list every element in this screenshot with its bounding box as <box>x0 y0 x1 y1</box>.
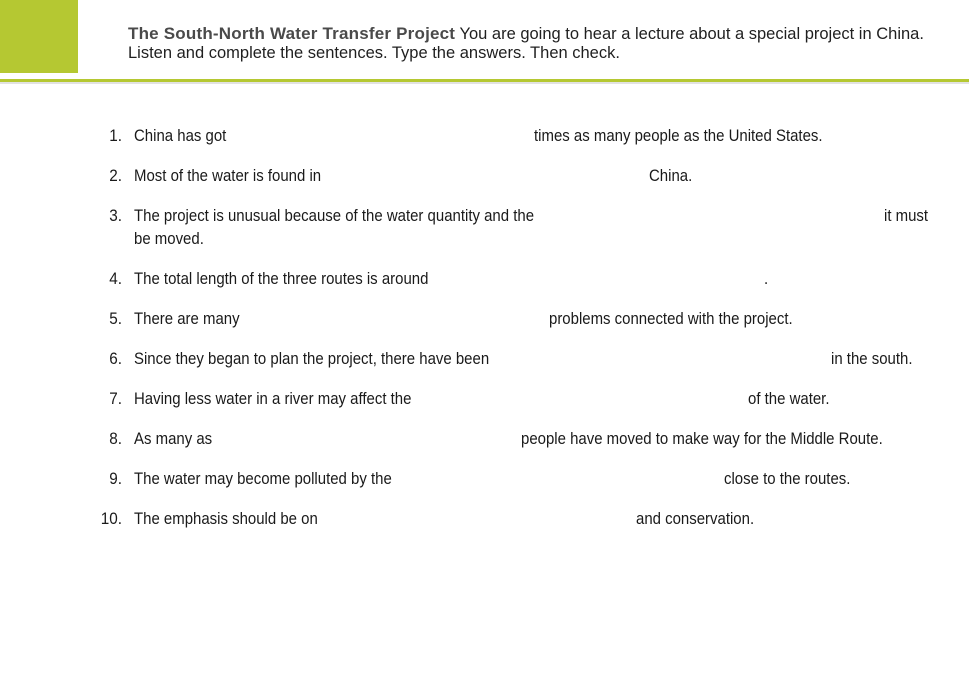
item-number: 4. <box>109 269 122 288</box>
header <box>0 0 969 84</box>
list-item <box>0 469 969 509</box>
answer-input-4[interactable] <box>475 269 755 289</box>
list-item <box>0 309 969 349</box>
accent-block <box>0 0 78 73</box>
item-text-after: close to the routes. <box>724 469 851 488</box>
item-number: 3. <box>109 206 122 225</box>
item-text-after: people have moved to make way for the Middle Route. <box>521 429 883 448</box>
item-text-before: The project is unusual because of the water quantity and the <box>134 206 535 225</box>
list-item <box>0 166 969 206</box>
answer-input-1[interactable] <box>245 126 525 146</box>
item-text-before: As many as <box>134 429 213 448</box>
item-number: 8. <box>109 429 122 448</box>
item-number: 9. <box>109 469 122 488</box>
item-text-before: China has got <box>134 126 227 145</box>
item-text-after: problems connected with the project. <box>549 309 793 328</box>
item-text-before: Having less water in a river may affect the <box>134 389 412 408</box>
list-item <box>0 349 969 389</box>
item-text-after: in the south. <box>831 349 913 368</box>
item-text-after: China. <box>649 166 693 185</box>
item-number: 6. <box>109 349 122 368</box>
answer-input-9[interactable] <box>436 469 716 489</box>
item-text-after: . <box>764 269 769 288</box>
item-text-before: Since they began to plan the project, there have been <box>134 349 490 368</box>
answer-input-7[interactable] <box>460 389 740 409</box>
list-item <box>0 206 969 256</box>
item-number: 2. <box>109 166 122 185</box>
answer-input-5[interactable] <box>260 309 540 329</box>
instructions-text: You are going to hear a lecture about a special project in China. Listen and complete the sentences. Type the answers. Then check. <box>128 25 924 62</box>
header-rule-shadow <box>0 82 969 84</box>
item-text-after: and conservation. <box>636 509 755 528</box>
item-number: 5. <box>109 309 122 328</box>
list-item <box>0 269 969 309</box>
answer-input-8[interactable] <box>232 429 512 449</box>
instructions <box>128 24 928 63</box>
item-text-before: The total length of the three routes is around <box>134 269 429 288</box>
item-text-before: There are many <box>134 309 240 328</box>
answer-input-3[interactable] <box>595 206 875 226</box>
answer-input-10[interactable] <box>348 509 628 529</box>
list-item <box>0 126 969 166</box>
answer-input-2[interactable] <box>360 166 640 186</box>
item-text-after: of the water. <box>748 389 830 408</box>
item-text-before: Most of the water is found in <box>134 166 322 185</box>
item-number: 7. <box>109 389 122 408</box>
list-item <box>0 389 969 429</box>
item-text-continued: be moved. <box>134 229 204 248</box>
exercise-title: The South-North Water Transfer Project <box>128 24 456 43</box>
list-item <box>0 509 969 549</box>
item-text-before: The emphasis should be on <box>134 509 318 528</box>
item-text-after: it must <box>884 206 929 225</box>
item-number: 10. <box>100 509 122 528</box>
item-text-before: The water may become polluted by the <box>134 469 392 488</box>
answer-input-6[interactable] <box>542 349 822 369</box>
item-text-after: times as many people as the United States. <box>534 126 823 145</box>
item-number: 1. <box>109 126 122 145</box>
list-item <box>0 429 969 469</box>
